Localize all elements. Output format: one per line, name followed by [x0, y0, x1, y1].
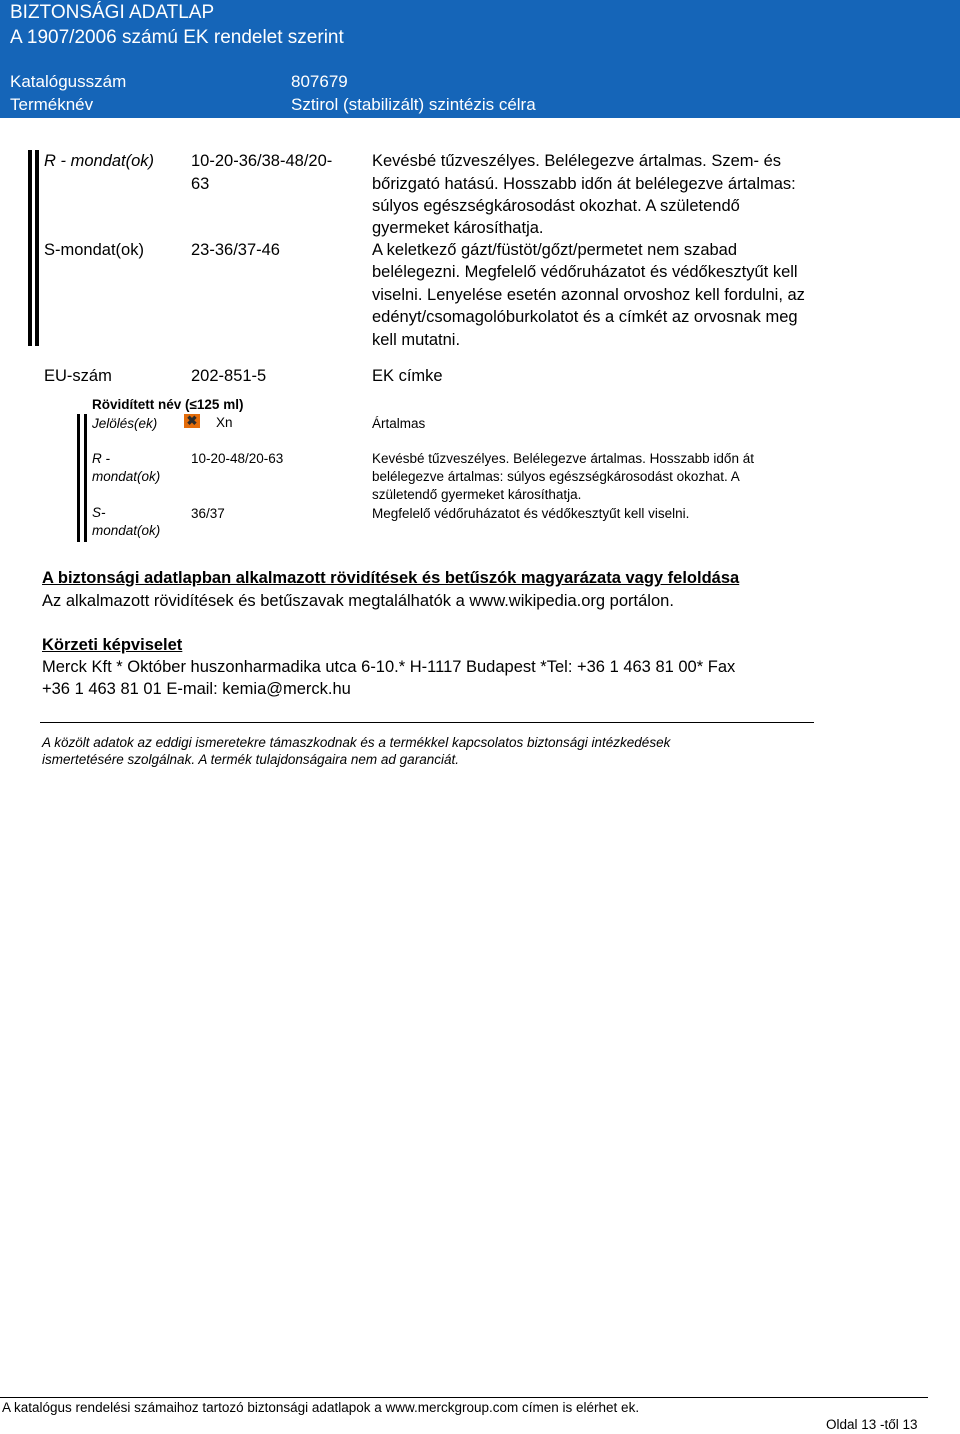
disclaimer-line: A közölt adatok az eddigi ismeretekre támaszkodnak és a termékkel kapcsolatos biztonsági intézkedések	[42, 735, 671, 750]
short-name-title: Rövidített név (≤125 ml)	[92, 397, 244, 412]
r-phrases-label: R - mondat(ok)	[44, 152, 155, 170]
hazard-symbol-icon: ✖	[184, 414, 200, 428]
short-r-text-line: Kevésbé tűzveszélyes. Belélegezve ártalmas. Hosszabb időn át	[372, 451, 754, 466]
catalog-value: 807679	[291, 72, 348, 91]
section-divider	[40, 722, 814, 723]
representative-address-line: +36 1 463 81 01 E-mail: kemia@merck.hu	[42, 680, 351, 698]
s-phrases-text-line: A keletkező gázt/füstöt/gőzt/permetet nem szabad	[372, 241, 738, 259]
short-s-label-line1: S-	[92, 505, 106, 520]
eu-number-label: EU-szám	[44, 367, 112, 385]
s-phrases-text-line: kell mutatni.	[372, 331, 461, 349]
s-phrases-text-line: edényt/csomagolóburkolatot és a címkét az orvosnak meg	[372, 308, 798, 326]
ec-label-heading: EK címke	[372, 367, 443, 385]
short-s-label-line2: mondat(ok)	[92, 523, 161, 538]
document-title: BIZTONSÁGI ADATLAP	[10, 2, 215, 23]
short-r-label-line2: mondat(ok)	[92, 469, 161, 484]
s-phrases-label: S-mondat(ok)	[44, 241, 144, 259]
abbreviations-heading: A biztonsági adatlapban alkalmazott rövidítések és betűszók magyarázata vagy feloldása	[42, 569, 740, 587]
r-phrases-code-line1: 10-20-36/38-48/20-	[191, 152, 333, 170]
regulation-subtitle: A 1907/2006 számú EK rendelet szerint	[10, 27, 344, 48]
short-r-code: 10-20-48/20-63	[191, 451, 284, 466]
catalog-label: Katalógusszám	[10, 72, 127, 91]
hazard-symbol-code: Xn	[216, 415, 233, 430]
s-phrases-text-line: viselni. Lenyelése esetén azonnal orvoshoz kell fordulni, az	[372, 286, 805, 304]
footer-note: A katalógus rendelési számaihoz tartozó biztonsági adatlapok a www.merckgroup.com címen is elérhet ek.	[2, 1400, 640, 1415]
representative-address-line: Merck Kft * Október huszonharmadika utca 6-10.* H-1117 Budapest *Tel: +36 1 463 81 00* Fax	[42, 658, 736, 676]
document-header	[0, 0, 960, 118]
revision-bar	[77, 414, 80, 542]
disclaimer-line: ismertetésére szolgálnak. A termék tulajdonságaira nem ad garanciát.	[42, 752, 459, 767]
eu-number-value: 202-851-5	[191, 367, 267, 385]
revision-bar	[35, 150, 39, 346]
r-phrases-code-line2: 63	[191, 175, 210, 193]
r-phrases-text-line: bőrizgató hatású. Hosszabb időn át belélegezve ártalmas:	[372, 175, 796, 193]
r-phrases-text-line: gyermeket károsíthatja.	[372, 219, 544, 237]
representative-heading: Körzeti képviselet	[42, 636, 183, 654]
s-phrases-code: 23-36/37-46	[191, 241, 280, 259]
r-phrases-text-line: súlyos egészségkárosodást okozhat. A születendő	[372, 197, 740, 215]
hazard-symbol-description: Ártalmas	[372, 416, 426, 431]
footer-divider	[0, 1397, 928, 1398]
page-number: Oldal 13 -től 13	[826, 1417, 918, 1432]
short-r-label-line1: R -	[92, 451, 110, 466]
product-label: Terméknév	[10, 95, 94, 114]
revision-bar	[28, 150, 32, 346]
labelling-label: Jelölés(ek)	[92, 416, 158, 431]
r-phrases-text-line: Kevésbé tűzveszélyes. Belélegezve ártalmas. Szem- és	[372, 152, 782, 170]
product-value: Sztirol (stabilizált) szintézis célra	[291, 95, 536, 114]
s-phrases-text-line: belélegezni. Megfelelő védőruházatot és védőkesztyűt kell	[372, 263, 798, 281]
abbreviations-text: Az alkalmazott rövidítések és betűszavak megtalálhatók a www.wikipedia.org portálon.	[42, 592, 674, 610]
short-r-text-line: születendő gyermeket károsíthatja.	[372, 487, 582, 502]
short-s-code: 36/37	[191, 506, 225, 521]
revision-bar	[84, 414, 87, 542]
short-r-text-line: belélegezve ártalmas: súlyos egészségkárosodást okozhat. A	[372, 469, 740, 484]
short-s-text: Megfelelő védőruházatot és védőkesztyűt kell viselni.	[372, 506, 690, 521]
